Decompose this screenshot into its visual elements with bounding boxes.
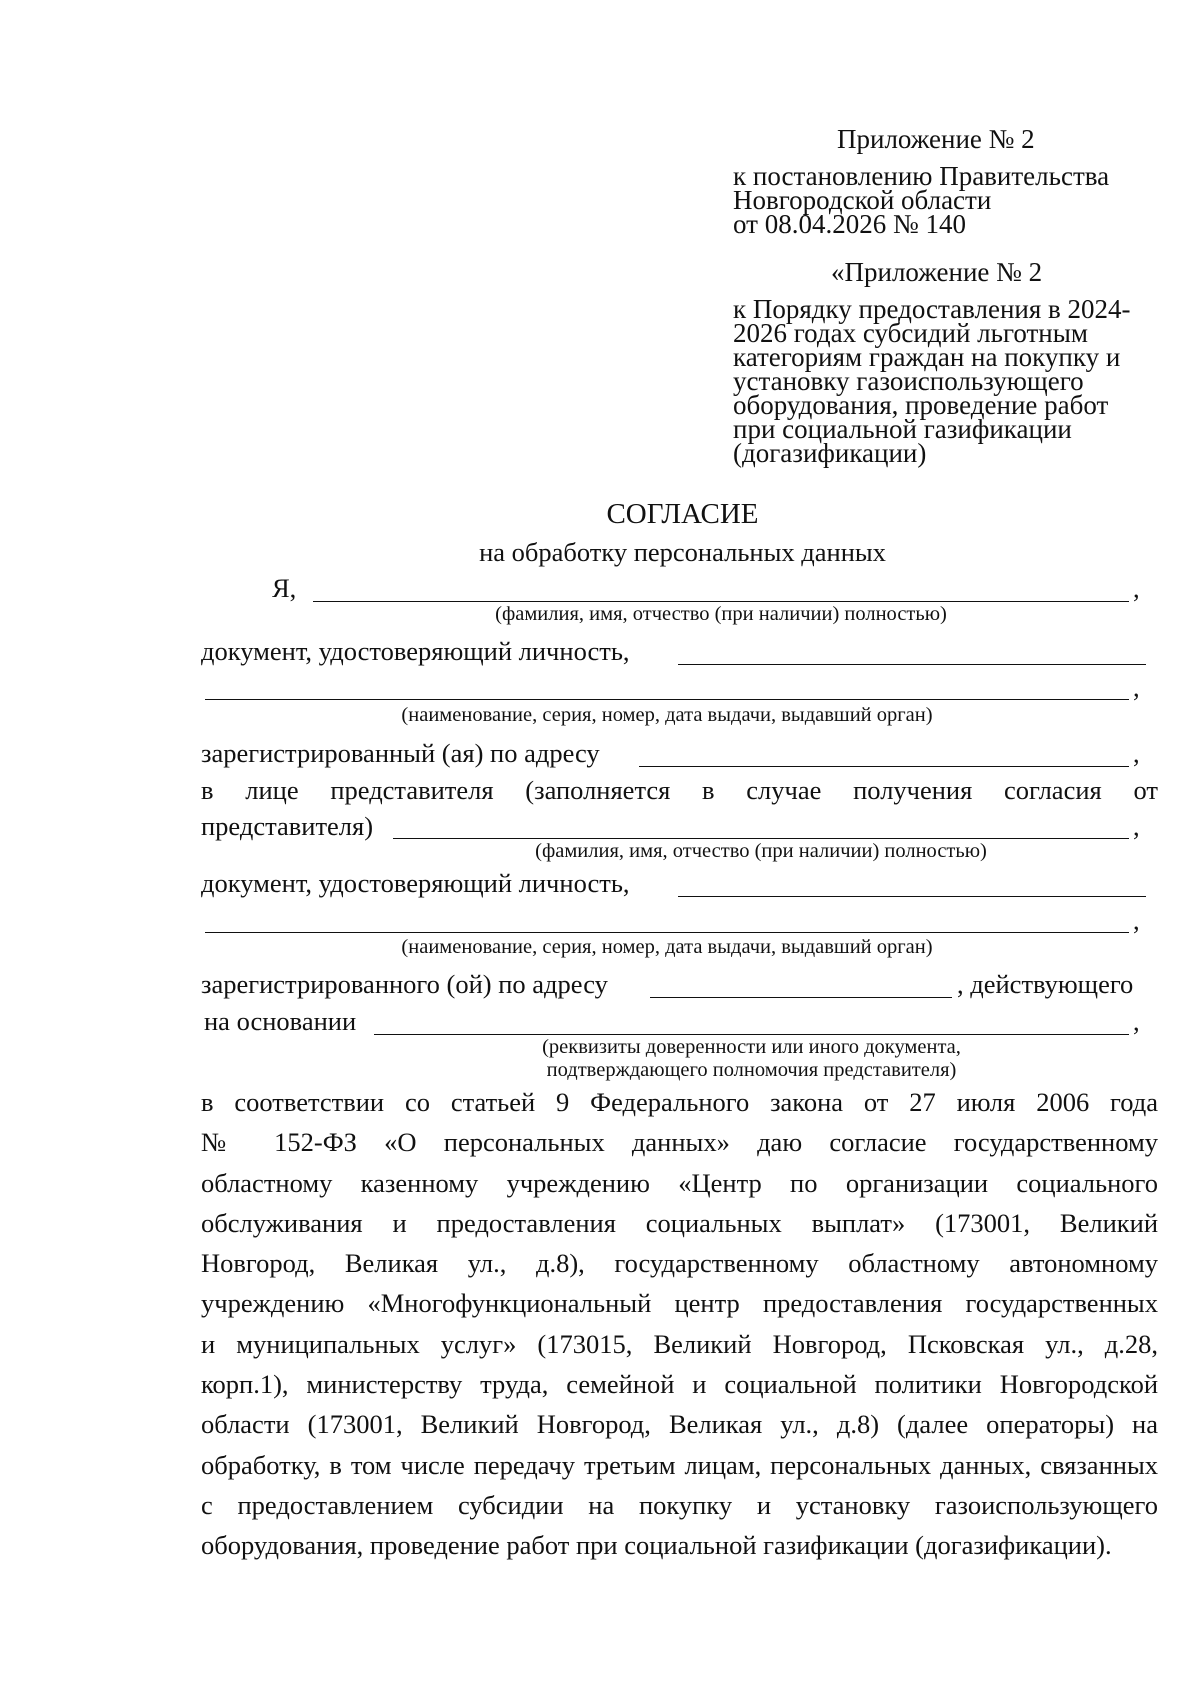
document-blank[interactable] [678, 664, 1146, 665]
comma: , [1133, 1006, 1140, 1036]
inner-appendix-line: категориям граждан на покупку и [733, 342, 1121, 372]
comma: , [1133, 672, 1140, 702]
representative-document-blank[interactable] [678, 896, 1146, 897]
fio-caption: (фамилия, имя, отчество (при наличии) полностью) [495, 603, 947, 625]
representative-fio-blank[interactable] [393, 838, 1129, 839]
representative-document-label: документ, удостоверяющий личность, [201, 868, 630, 898]
inner-appendix-line: оборудования, проведение работ [733, 390, 1109, 420]
body-line: обработку, в том числе передачу третьим лицам, персональных данных, связанных [201, 1449, 1158, 1480]
body-line: областному казенному учреждению «Центр по организации социального [201, 1167, 1158, 1198]
inner-appendix-line: при социальной газификации [733, 414, 1072, 444]
body-line: Новгород, Великая ул., д.8), государственному областному автономному [201, 1248, 1158, 1279]
representative-label: представителя) [201, 811, 374, 841]
representative-document-caption: (наименование, серия, номер, дата выдачи, выдавший орган) [401, 936, 933, 958]
representative-address-blank[interactable] [650, 997, 952, 998]
fio-blank[interactable] [313, 601, 1129, 602]
comma: , [1133, 811, 1140, 841]
inner-appendix-line: (догазификации) [733, 438, 927, 468]
body-line: корп.1), министерству труда, семейной и социальной политики Новгородской [201, 1369, 1158, 1400]
document-caption: (наименование, серия, номер, дата выдачи, выдавший орган) [401, 704, 933, 726]
comma: , [1133, 905, 1140, 935]
comma: , [1133, 573, 1140, 603]
appendix-line: Новгородской области [733, 185, 992, 215]
inner-appendix-line: 2026 годах субсидий льготным [733, 318, 1088, 348]
representative-fio-caption: (фамилия, имя, отчество (при наличии) полностью) [535, 840, 987, 862]
body-line: с предоставлением субсидии на покупку и установку газоиспользующего [201, 1489, 1158, 1520]
body-line: в соответствии со статьей 9 Федерального закона от 27 июля 2006 года [201, 1087, 1158, 1117]
body-line: обслуживания и предоставления социальных выплат» (173001, Великий [201, 1207, 1158, 1238]
address-blank[interactable] [639, 766, 1129, 767]
appendix-line: к постановлению Правительства [733, 161, 1110, 191]
representative-registered-label: зарегистрированного (ой) по адресу [201, 969, 608, 999]
document-label: документ, удостоверяющий личность, [201, 636, 630, 666]
document-details-blank[interactable] [205, 699, 1129, 700]
appendix-date-number: от 08.04.2026 № 140 [733, 209, 966, 239]
body-line: № 152-ФЗ «О персональных данных» даю согласие государственному [201, 1127, 1158, 1158]
acting-label: , действующего [957, 969, 1134, 999]
basis-caption: подтверждающего полномочия представителя) [546, 1059, 957, 1081]
representative-document-details-blank[interactable] [205, 932, 1129, 933]
basis-blank[interactable] [374, 1034, 1129, 1035]
inner-appendix-line: к Порядку предоставления в 2024- [733, 294, 1131, 324]
body-line: и муниципальных услуг» (173015, Великий Новгород, Псковская ул., д.28, [201, 1328, 1158, 1359]
inner-appendix-line: установку газоиспользующего [733, 366, 1084, 396]
body-line: области (173001, Великий Новгород, Великая ул., д.8) (далее операторы) на [201, 1409, 1158, 1440]
consent-body [201, 1082, 1158, 1566]
inner-appendix-title: «Приложение № 2 [831, 257, 1043, 287]
comma: , [1133, 738, 1140, 768]
basis-label: на основании [204, 1006, 357, 1036]
document-subtitle: на обработку персональных данных [479, 537, 886, 567]
i-label: Я, [272, 573, 297, 603]
registered-label: зарегистрированный (ая) по адресу [201, 738, 600, 768]
body-line: оборудования, проведение работ при социальной газификации (догазификации). [201, 1530, 1112, 1561]
appendix-title: Приложение № 2 [837, 124, 1035, 154]
representative-line: в лице представителя (заполняется в случае получения согласия от [201, 775, 1158, 805]
basis-caption: (реквизиты доверенности или иного документа, [542, 1036, 961, 1058]
document-title: СОГЛАСИЕ [606, 498, 759, 530]
body-line: учреждению «Многофункциональный центр предоставления государственных [201, 1288, 1158, 1319]
